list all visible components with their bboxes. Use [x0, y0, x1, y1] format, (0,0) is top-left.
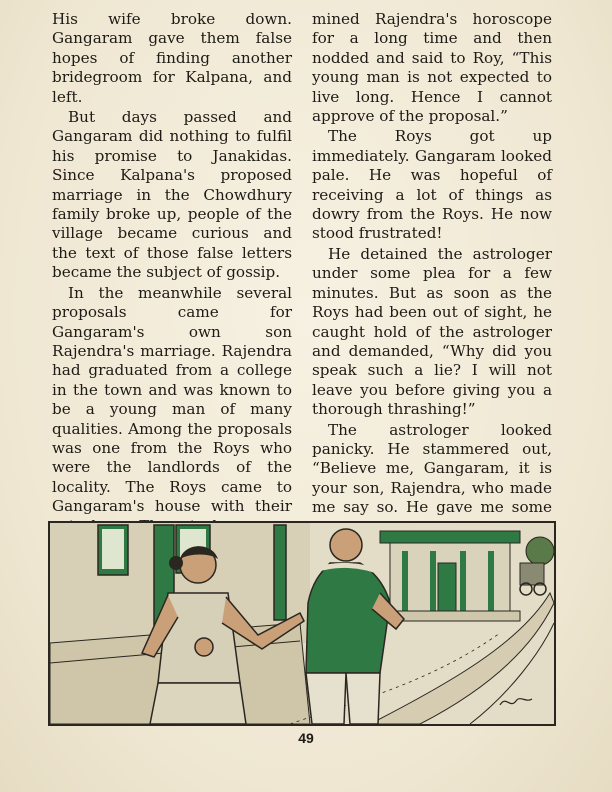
paragraph: The astrologer looked panicky. He stammered out, “Believe me, Gangaram, it is your son, Rajendra, who made me say so. He gave me some: [312, 420, 552, 517]
left-text-column: [52, 10, 292, 536]
paragraph: He detained the astrologer under some plea for a few minutes. But as soon as the Roys had been out of sight, he caught hold of the astrologer and demanded, “Why did you speak such a lie? I will not leave you before giving you a thorough thrashing!”: [312, 244, 552, 419]
story-illustration: [48, 521, 556, 726]
paragraph: His wife broke down. Gangaram gave them false hopes of finding another bridegroom for Kalpana, and left.: [52, 10, 292, 106]
illustration-man-grabbing-astrologer-icon: [50, 523, 554, 724]
paragraph: In the meanwhile several proposals came for Gangaram's own son Rajendra's marriage. Rajendra had graduated from a college in the town and was known to be a young man of many qualities. Among the proposals was one from the Roys who were the landlords of the locality. The Roys came to Gangaram's house with their: [52, 283, 292, 516]
paragraph: mined Rajendra's horoscope for a long time and then nodded and said to Roy, “This young man is not expected to live long. Hence I cannot approve of the proposal.”: [312, 10, 552, 126]
paragraph: But days passed and Gangaram did nothing to fulfil his promise to Janakidas. Since Kalpana's proposed marriage in the Chowdhury family broke up, people of the village became curious and the text of those false letters became the subject of gossip.: [52, 108, 292, 282]
page-number: 49: [298, 730, 314, 746]
right-text-column: [312, 10, 552, 537]
paragraph: The Roys got up immediately. Gangaram looked pale. He was hopeful of receiving a lot of things as dowry from the Roys. He now stood frustrated!: [312, 127, 552, 243]
